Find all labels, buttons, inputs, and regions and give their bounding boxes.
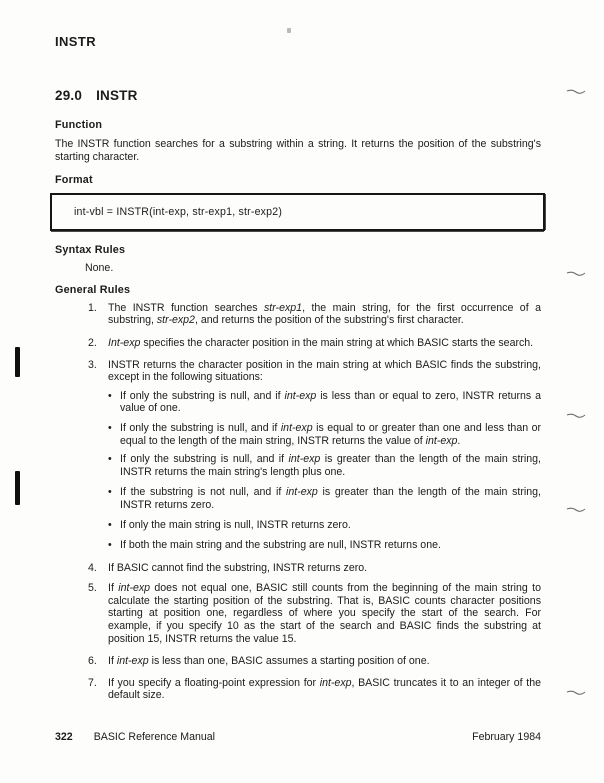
rule-text: If int-exp is less than one, BASIC assumes a starting position of one. — [108, 655, 430, 668]
syntax-rules-body: None. — [85, 262, 114, 275]
bullet-text: If only the main string is null, INSTR returns zero. — [120, 518, 351, 531]
change-bar — [15, 471, 20, 505]
bullet-icon: • — [108, 486, 112, 499]
rule-item-4 — [55, 562, 541, 575]
format-heading: Format — [55, 174, 93, 187]
function-body: The INSTR function searches for a substring within a string. It returns the position of the substring's starting character. — [55, 138, 541, 163]
rule-text: If you specify a floating-point expression for int-exp, BASIC truncates it to an integer of the default size. — [108, 676, 541, 702]
page-number: 322 — [55, 731, 73, 743]
bullet-icon: • — [108, 389, 112, 402]
bullet-item — [108, 422, 541, 447]
bullet-text: If only the substring is null, and if int-exp is less than or equal to zero, INSTR returns a value of one. — [120, 389, 541, 415]
bullet-text: If both the main string and the substring are null, INSTR returns one. — [120, 539, 441, 552]
margin-squiggle-icon — [566, 84, 586, 93]
rule-item-1 — [55, 302, 541, 327]
rule-text: Int-exp specifies the character position in the main string at which BASIC starts the search. — [108, 336, 534, 349]
rule-number: 4. — [88, 561, 97, 574]
change-bar — [15, 347, 20, 377]
bullet-item — [108, 390, 541, 415]
rule-item-5 — [55, 582, 541, 645]
format-box — [50, 193, 545, 231]
page-content — [55, 0, 541, 702]
bullet-text: If only the substring is null, and if int-exp is equal to or greater than one and less than or equal to the length of the main string, INSTR returns the value of int-exp. — [120, 421, 541, 447]
rule-number: 1. — [88, 301, 97, 314]
format-syntax-line: int-vbl = INSTR(int-exp, str-exp1, str-exp2) — [74, 206, 283, 219]
running-head: INSTR — [55, 34, 96, 49]
bullet-icon: • — [108, 453, 112, 466]
bullet-icon: • — [108, 539, 112, 552]
rule-number: 5. — [88, 582, 97, 595]
scan-artifact-dot — [287, 28, 291, 33]
syntax-rules-heading: Syntax Rules — [55, 244, 126, 257]
rule-text: If BASIC cannot find the substring, INSTR returns zero. — [108, 561, 368, 574]
footer-date: February 1984 — [472, 731, 541, 743]
page-footer — [55, 731, 541, 743]
bullet-item — [108, 519, 541, 532]
section-heading — [55, 88, 541, 103]
rule-item-2 — [55, 337, 541, 350]
rule-text: INSTR returns the character position in the main string at which BASIC finds the substring, except in the following situations: — [108, 358, 541, 384]
general-rules-heading: General Rules — [55, 283, 131, 296]
rule-text: The INSTR function searches str-exp1, the main string, for the first occurrence of a substring, str-exp2, and returns the position of the substring's first character. — [108, 301, 541, 327]
margin-squiggle-icon — [566, 685, 586, 694]
bullet-icon: • — [108, 421, 112, 434]
bullet-item — [108, 486, 541, 511]
rule-item-6 — [55, 655, 541, 668]
margin-squiggle-icon — [566, 502, 586, 511]
rule-item-3 — [55, 359, 541, 552]
bullet-icon: • — [108, 518, 112, 531]
section-name: INSTR — [96, 88, 138, 103]
margin-squiggle-icon — [566, 266, 586, 275]
function-heading: Function — [55, 119, 103, 131]
manual-title: BASIC Reference Manual — [93, 731, 215, 743]
rule-number: 7. — [88, 676, 97, 689]
bullet-text: If only the substring is null, and if int-exp is greater than the length of the main string, INSTR returns the main string's length plus one. — [120, 453, 541, 478]
bullet-text: If the substring is not null, and if int-exp is greater than the length of the main string, INSTR returns zero. — [120, 486, 541, 511]
rule-text: If int-exp does not equal one, BASIC still counts from the beginning of the main string to calculate the starting position of the substring. That is, BASIC counts character positions starting at position one, regardless of where you specify the start of the search. For example, if you specify 10 as the start of the search and BASIC finds the substring at position 15, INSTR returns the value 15. — [108, 582, 541, 645]
section-number: 29.0 — [55, 88, 83, 103]
rule-item-7 — [55, 677, 541, 702]
rule-number: 2. — [88, 336, 97, 349]
rule-number: 6. — [88, 655, 97, 668]
rule-number: 3. — [88, 358, 97, 371]
bullet-item — [108, 539, 541, 552]
rule-bullet-list — [108, 390, 541, 552]
bullet-item — [108, 453, 541, 478]
margin-squiggle-icon — [566, 408, 586, 417]
